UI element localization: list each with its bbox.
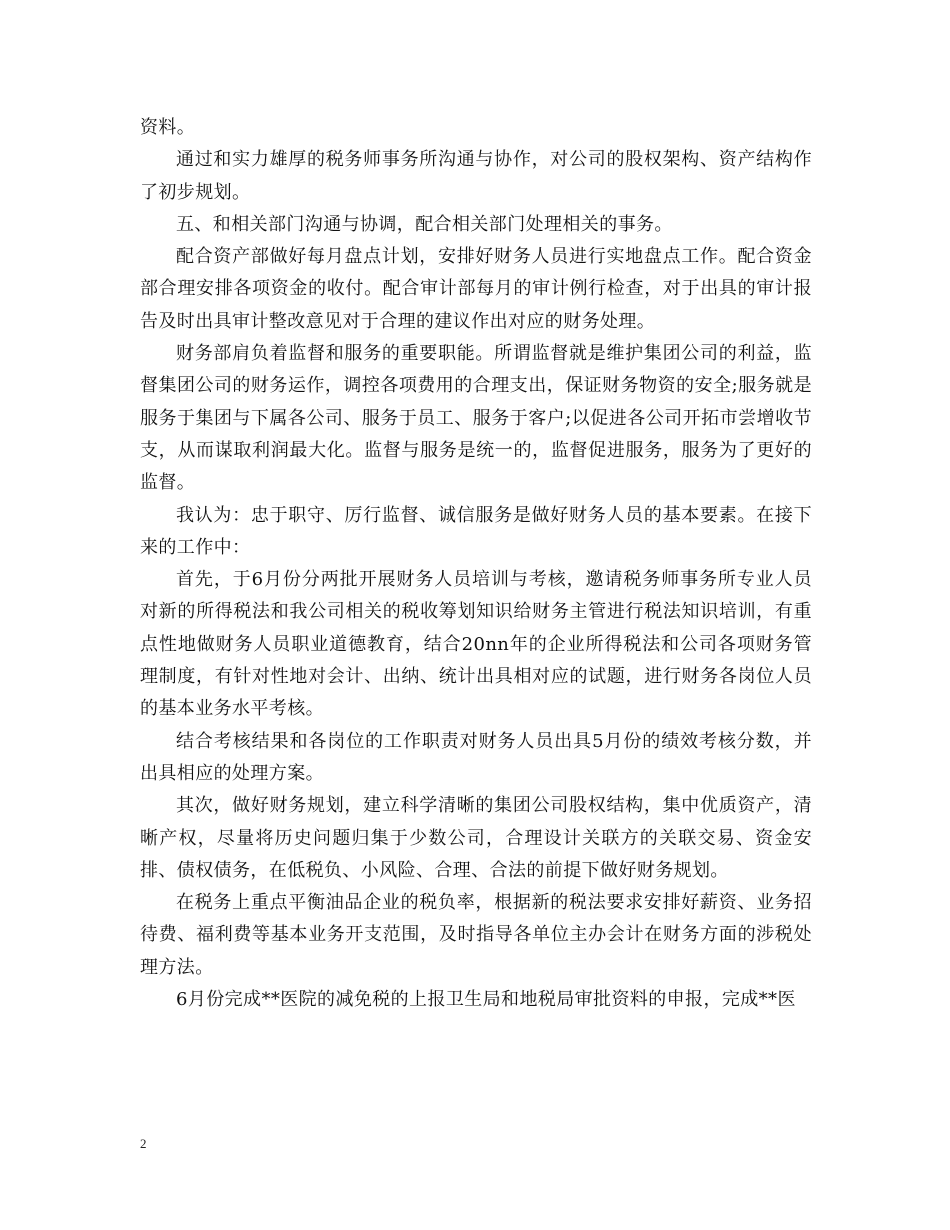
paragraph: 资料。 xyxy=(140,117,196,138)
paragraph: 6月份完成**医院的减免税的上报卫生局和地税局审批资料的申报，完成**医 xyxy=(176,989,796,1011)
paragraph: 结合考核结果和各岗位的工作职责对财务人员出具5月份的绩效考核分数，并出具相应的处理方案。 xyxy=(140,730,812,784)
paragraph: 在税务上重点平衡油品企业的税负率，根据新的税法要求安排好薪资、业务招待费、福利费等基本业务开支范围，及时指导各单位主办会计在财务方面的涉税处理方法。 xyxy=(140,892,812,978)
paragraph: 我认为：忠于职守、厉行监督、诚信服务是做好财务人员的基本要素。在接下来的工作中： xyxy=(140,504,812,558)
document-body xyxy=(140,112,812,1016)
paragraph: 财务部肩负着监督和服务的重要职能。所谓监督就是维护集团公司的利益，监督集团公司的财务运作，调控各项费用的合理支出，保证财务物资的安全;服务就是服务于集团与下属各公司、服务于员工、服务于客户;以促进各公司开拓市尝增收节支，从而谋取利润最大化。监督与服务是统一的，监督促进服务，服务为了更好的监督。 xyxy=(140,343,812,494)
section-heading: 五、和相关部门沟通与协调，配合相关部门处理相关的事务。 xyxy=(176,213,673,235)
paragraph: 配合资产部做好每月盘点计划，安排好财务人员进行实地盘点工作。配合资金部合理安排各项资金的收付。配合审计部每月的审计例行检查，对于出具的审计报告及时出具审计整改意见对于合理的建议作出对应的财务处理。 xyxy=(140,246,812,332)
page-number: 2 xyxy=(140,1136,147,1151)
paragraph: 通过和实力雄厚的税务师事务所沟通与协作，对公司的股权架构、资产结构作了初步规划。 xyxy=(140,149,812,203)
paragraph: 首先，于6月份分两批开展财务人员培训与考核，邀请税务师事务所专业人员对新的所得税法和我公司相关的税收筹划知识给财务主管进行税法知识培训，有重点性地做财务人员职业道德教育，结合20nn年的企业所得税法和公司各项财务管理制度，有针对性地对会计、出纳、统计出具相对应的试题，进行财务各岗位人员的基本业务水平考核。 xyxy=(140,569,812,720)
paragraph: 其次，做好财务规划，建立科学清晰的集团公司股权结构，集中优质资产，清晰产权，尽量将历史问题归集于少数公司，合理设计关联方的关联交易、资金安排、债权债务，在低税负、小风险、合理、合法的前提下做好财务规划。 xyxy=(140,795,812,881)
